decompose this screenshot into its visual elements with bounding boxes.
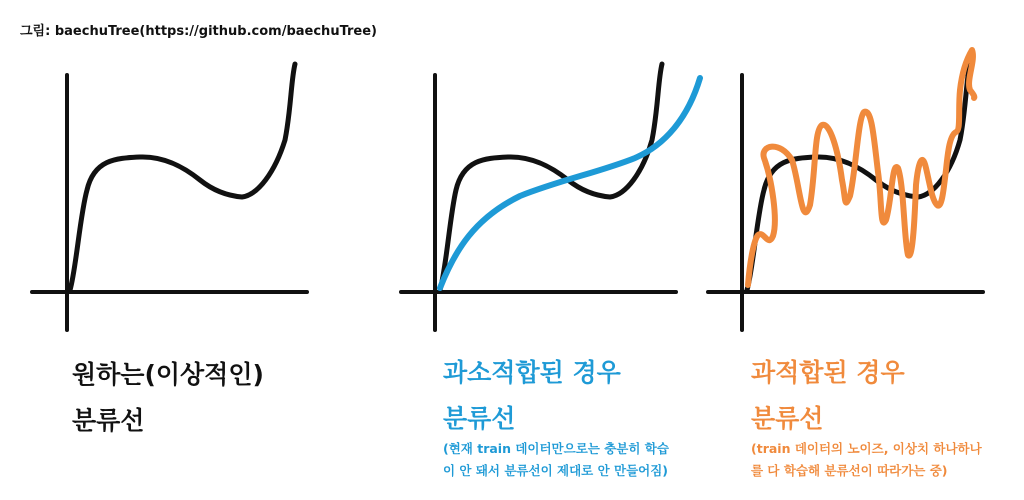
caption-underfit: [443, 356, 669, 482]
caption-subtitle: 분류선: [751, 404, 824, 433]
panel-underfit-graph: [401, 64, 700, 330]
ideal-curve: [440, 64, 662, 290]
caption-title: 원하는(이상적인): [72, 360, 264, 389]
caption-note-line: (현재 train 데이터만으로는 충분히 학습: [443, 441, 669, 456]
ideal-curve: [747, 64, 970, 290]
caption-note-line: 를 다 학습해 분류선이 따라가는 중): [751, 463, 948, 478]
caption-subtitle: 분류선: [72, 406, 145, 435]
panel-overfit-graph: [708, 50, 983, 330]
caption-ideal: [72, 358, 264, 438]
caption-title: 과소적합된 경우: [443, 358, 621, 387]
caption-subtitle: 분류선: [443, 404, 516, 433]
caption-overfit: [751, 356, 982, 482]
panel-ideal-graph: [32, 64, 307, 330]
ideal-curve: [70, 64, 295, 290]
caption-title: 과적합된 경우: [751, 358, 905, 387]
caption-note-line: (train 데이터의 노이즈, 이상치 하나하나: [751, 441, 982, 456]
image-credit: 그림: baechuTree(https://github.com/baechuTree): [20, 24, 377, 39]
caption-note-line: 이 안 돼서 분류선이 제대로 안 만들어짐): [443, 463, 669, 478]
